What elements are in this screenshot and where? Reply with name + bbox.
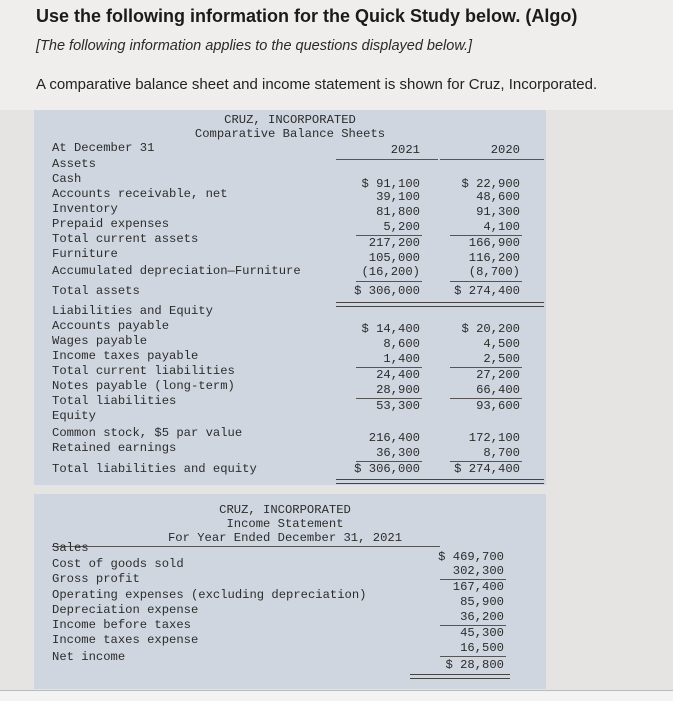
- bs-accdep-2021: (16,200): [361, 265, 420, 279]
- bs-wages-2020: 4,500: [483, 337, 520, 351]
- bs-label-total-assets: Total assets: [52, 284, 140, 298]
- is-net-value: $ 28,800: [445, 658, 504, 672]
- bs-title: Comparative Balance Sheets: [194, 127, 386, 141]
- bs-total-le-2021: $ 306,000: [354, 462, 420, 476]
- bs-assets-heading: Assets: [52, 157, 96, 171]
- question-header: [0, 0, 673, 110]
- is-depr-value: 36,200: [460, 610, 504, 624]
- is-label-ibt: Income before taxes: [52, 618, 191, 632]
- bs-liab-heading: Liabilities and Equity: [52, 304, 213, 318]
- bs-tcl-2021: 24,400: [376, 368, 420, 382]
- is-gross-value: 167,400: [452, 580, 504, 594]
- is-period: For Year Ended December 31, 2021: [167, 531, 403, 545]
- bs-tcl-2020: 27,200: [476, 368, 520, 382]
- bs-label-total-le: Total liabilities and equity: [52, 462, 257, 476]
- bs-date-label: At December 31: [52, 141, 155, 155]
- bs-label-total-liab: Total liabilities: [52, 394, 177, 408]
- bs-ar-2021: 39,100: [376, 190, 420, 204]
- bs-inventory-2021: 81,800: [376, 205, 420, 219]
- is-ibt-value: 45,300: [460, 626, 504, 640]
- bs-prepaid-2021: 5,200: [383, 220, 420, 234]
- bs-equity-heading: Equity: [52, 409, 96, 423]
- bs-label-prepaid: Prepaid expenses: [52, 217, 170, 231]
- bs-tca-2021: 217,200: [368, 236, 420, 250]
- is-label-sales: Sales: [52, 541, 89, 555]
- bs-furniture-2020: 116,200: [468, 251, 520, 265]
- bs-total-assets-2020: $ 274,400: [454, 284, 520, 298]
- bs-label-accdep: Accumulated depreciation—Furniture: [52, 264, 301, 278]
- is-label-depr: Depreciation expense: [52, 603, 199, 617]
- bs-total-liab-2021: 53,300: [376, 399, 420, 413]
- bs-label-cash: Cash: [52, 172, 82, 186]
- bs-label-ar: Accounts receivable, net: [52, 187, 228, 201]
- bs-label-furniture: Furniture: [52, 247, 118, 261]
- bs-notes-2020: 66,400: [476, 383, 520, 397]
- is-label-opex: Operating expenses (excluding depreciation): [52, 588, 367, 602]
- bs-prepaid-2020: 4,100: [483, 220, 520, 234]
- bs-ar-2020: 48,600: [476, 190, 520, 204]
- bs-company: CRUZ, INCORPORATED: [224, 113, 356, 127]
- bs-year-2021: 2021: [390, 143, 420, 157]
- bs-label-ap: Accounts payable: [52, 319, 170, 333]
- is-label-cogs: Cost of goods sold: [52, 557, 184, 571]
- bs-retained-2021: 36,300: [376, 446, 420, 460]
- question-intro: A comparative balance sheet and income statement is shown for Cruz, Incorporated.: [36, 76, 598, 93]
- bs-label-inventory: Inventory: [52, 202, 118, 216]
- bs-common-2021: 216,400: [368, 431, 420, 445]
- bs-total-le-2020: $ 274,400: [454, 462, 520, 476]
- bs-total-liab-2020: 93,600: [476, 399, 520, 413]
- bs-wages-2021: 8,600: [383, 337, 420, 351]
- bs-total-assets-2021: $ 306,000: [354, 284, 420, 298]
- bs-inventory-2020: 91,300: [476, 205, 520, 219]
- bs-furniture-2021: 105,000: [368, 251, 420, 265]
- bs-label-retained: Retained earnings: [52, 441, 177, 455]
- bs-label-taxes: Income taxes payable: [52, 349, 199, 363]
- bs-label-wages: Wages payable: [52, 334, 148, 348]
- question-title: Use the following information for the Quick Study below. (Algo): [36, 6, 578, 26]
- is-label-net: Net income: [52, 650, 126, 664]
- bs-retained-2020: 8,700: [483, 446, 520, 460]
- question-subtitle: [The following information applies to the questions displayed below.]: [36, 38, 473, 54]
- is-tax-value: 16,500: [460, 641, 504, 655]
- bs-label-tcl: Total current liabilities: [52, 364, 235, 378]
- bs-common-2020: 172,100: [468, 431, 520, 445]
- is-title: Income Statement: [226, 517, 344, 531]
- page-bottom-edge: [0, 690, 673, 701]
- bs-label-tca: Total current assets: [52, 232, 199, 246]
- bs-ap-2020: $ 20,200: [461, 322, 520, 336]
- is-cogs-value: 302,300: [452, 564, 504, 578]
- is-label-gross: Gross profit: [52, 572, 140, 586]
- bs-accdep-2020: (8,700): [468, 265, 520, 279]
- is-sales-value: $ 469,700: [438, 550, 504, 564]
- bs-cash-2020: $ 22,900: [461, 177, 520, 191]
- bs-ap-2021: $ 14,400: [361, 322, 420, 336]
- bs-taxes-2020: 2,500: [483, 352, 520, 366]
- bs-taxes-2021: 1,400: [383, 352, 420, 366]
- bs-tca-2020: 166,900: [468, 236, 520, 250]
- is-opex-value: 85,900: [460, 595, 504, 609]
- is-label-tax: Income taxes expense: [52, 633, 199, 647]
- is-company: CRUZ, INCORPORATED: [219, 503, 351, 517]
- bs-cash-2021: $ 91,100: [361, 177, 420, 191]
- bs-label-notes: Notes payable (long-term): [52, 379, 235, 393]
- bs-year-2020: 2020: [490, 143, 520, 157]
- bs-label-common: Common stock, $5 par value: [52, 426, 243, 440]
- bs-notes-2021: 28,900: [376, 383, 420, 397]
